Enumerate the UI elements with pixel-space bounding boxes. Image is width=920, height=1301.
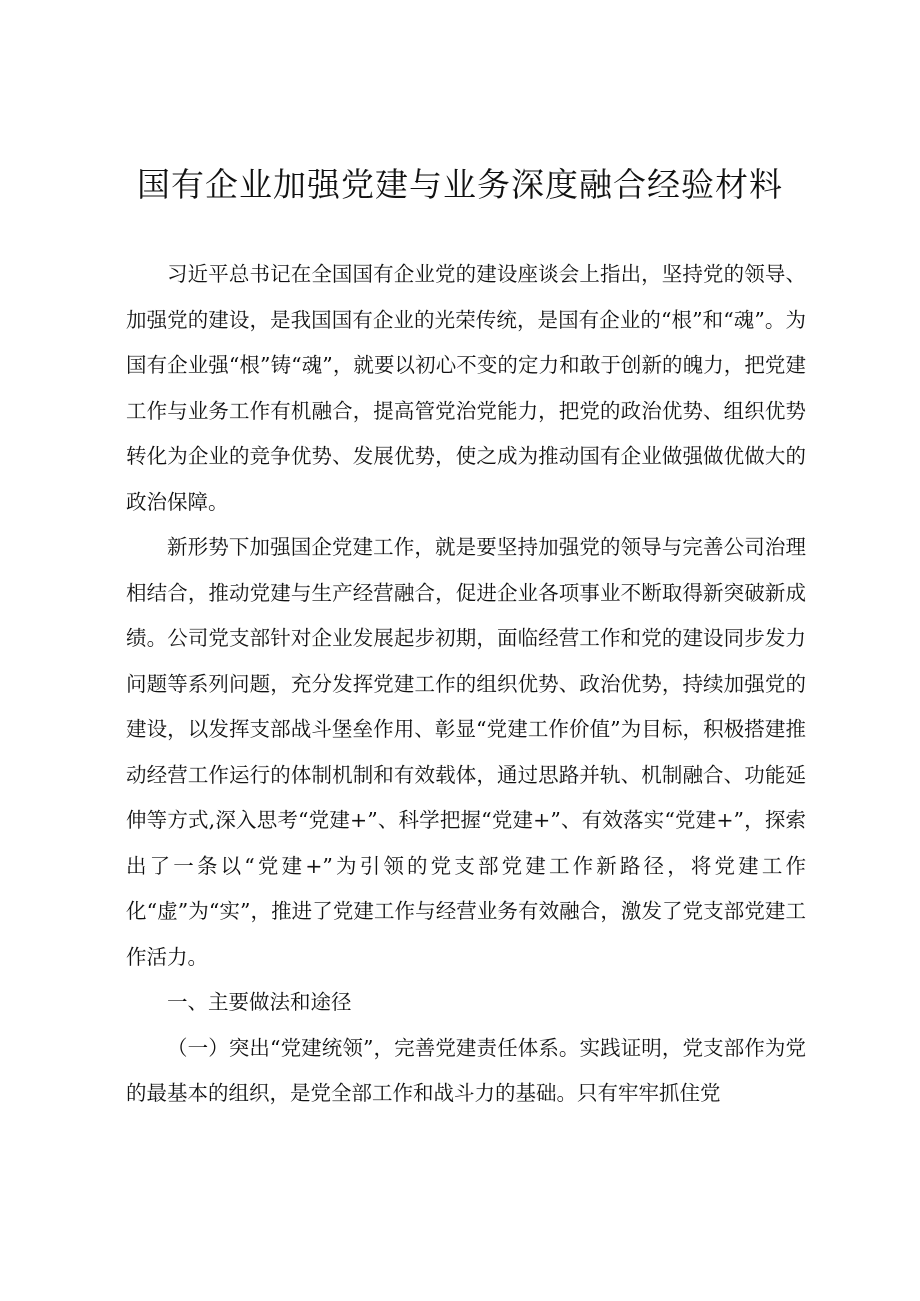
section-heading: 一、主要做法和途径	[167, 990, 352, 1014]
body-paragraph-1: 习近平总书记在全国国有企业党的建设座谈会上指出，坚持党的领导、加强党的建设，是我国国有企业的光荣传统，是国有企业的“根”和“魂”。为国有企业强“根”铸“魂”，就要以初心不变的定力和敢于创新的魄力，把党建工作与业务工作有机融合，提高管党治党能力，把党的政治优势、组织优势转化为企业的竞争优势、发展优势，使之成为推动国有企业做强做优做大的政治保障。	[126, 262, 806, 514]
document-title: 国有企业加强党建与业务深度融合经验材料	[137, 165, 783, 204]
document-body	[126, 252, 806, 1117]
subsection-paragraph: （一）突出“党建统领”，完善党建责任体系。实践证明，党支部作为党的最基本的组织，是党全部工作和战斗力的基础。只有牢牢抓住党	[126, 1035, 806, 1105]
body-paragraph-2: 新形势下加强国企党建工作，就是要坚持加强党的领导与完善公司治理相结合，推动党建与生产经营融合，促进企业各项事业不断取得新突破新成绩。公司党支部针对企业发展起步初期，面临经营工作和党的建设同步发力问题等系列问题，充分发挥党建工作的组织优势、政治优势，持续加强党的建设，以发挥支部战斗堡垒作用、彰显“党建工作价值”为目标，积极搭建推动经营工作运行的体制机制和有效载体，通过思路并轨、机制融合、功能延伸等方式,深入思考“党建+”、科学把握“党建+”、有效落实“党建+”，探索出了一条以“党建+”为引领的党支部党建工作新路径，将党建工作化“虚”为“实”，推进了党建工作与经营业务有效融合，激发了党支部党建工作活力。	[126, 535, 806, 969]
